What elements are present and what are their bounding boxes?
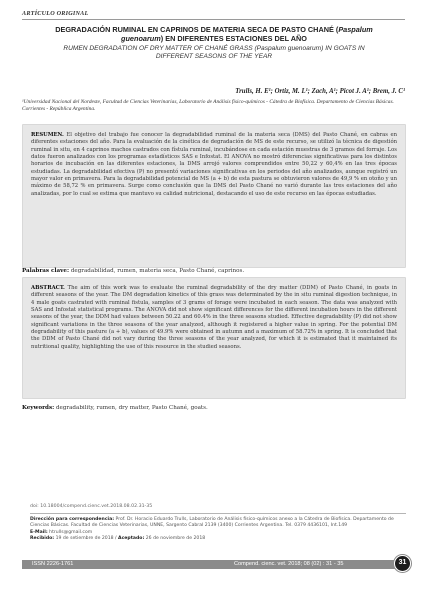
- authors: Trulls, H. E¹; Ortiz, M. L¹; Zach, A¹; Picot J. A¹; Brem, J. C¹: [235, 88, 405, 95]
- received-label: Recibido:: [30, 535, 55, 541]
- abstract-label: ABSTRACT.: [31, 285, 65, 291]
- abstract-box: [22, 277, 406, 399]
- doi-link[interactable]: doi: 10.18004/compend.cienc.vet.2018.08.02.31-35: [30, 504, 153, 509]
- resumen-label: RESUMEN.: [31, 132, 64, 138]
- section-label: ARTÍCULO ORIGINAL: [22, 10, 89, 17]
- keywords-label: Keywords:: [22, 405, 55, 411]
- palabras-clave-label: Palabras clave:: [22, 268, 70, 274]
- title-spanish-tail: ) EN DIFERENTES ESTACIONES DEL AÑO: [160, 34, 307, 43]
- title-spanish: [34, 25, 394, 43]
- page-number-badge: 31: [394, 555, 411, 572]
- footer-journal-citation: Compend. cienc. vet. 2018; 08 (02) : 31 - 35: [234, 561, 344, 567]
- footnote-rule: [30, 513, 406, 514]
- resumen-box: [22, 124, 406, 268]
- accepted-date: 26 de noviembre de 2018: [144, 535, 206, 541]
- title-spanish-species: Paspalum guenoarum: [121, 25, 373, 43]
- email-label: E-Mail:: [30, 529, 48, 535]
- correspondence-note: [30, 517, 406, 542]
- top-rule: [22, 19, 405, 20]
- palabras-clave: [22, 268, 406, 274]
- title-english-species: Paspalum guenoarum: [256, 45, 322, 52]
- correspondence-label: Dirección para correspondencia:: [30, 517, 115, 522]
- title-english: [52, 45, 376, 61]
- title-spanish-main: DEGRADACIÓN RUMINAL EN CAPRINOS DE MATERIA SECA DE PASTO CHANÉ (: [55, 25, 339, 34]
- affiliation: ¹Universidad Nacional del Nordeste, Facultad de Ciencias Veterinarias, Laboratorio de Análisis físico-químicos - Cátedra de Biofísica. Departamento de Ciencias Básicas. Corrientes - República Argentina.: [22, 99, 394, 113]
- title-english-main: RUMEN DEGRADATION OF DRY MATTER OF CHANÉ GRASS (: [63, 45, 257, 52]
- resumen-text: [31, 132, 397, 198]
- footer-issn: ISSN 2226-1761: [32, 561, 74, 567]
- received-date: 19 de setiembre de 2018 /: [54, 535, 119, 541]
- resumen-body: El objetivo del trabajo fue conocer la degradabilidad ruminal de la materia seca (DMS) del Pasto Chané, en cabras en diferentes estaciones del año. Para la evaluación de la cinética de degradación de MS de este recurso, se utilizó la técnica de digestión ruminal in situ, en 4 caprinos machos castrados con fístula ruminal, incubándose en cada estación muestras de 3 gramos del forraje. Los datos fueron analizados con los programas estadísticos SAS e Infostat. El ANOVA no mostró diferencias significativas para los distintos horarios de incubación en las diferentes estaciones, la DMS arrojó valores comprendidos entre 50,22 y 60,4% en las tres épocas estudiadas. La degradabilidad efectiva (P) no presentó variaciones significativas en los periodos del año analizados, aunque registró un mayor valor en primavera. Para la degradabilidad potencial de MS (a + b) de esta pastura se obtuvieron valores de 49,9 % en otoño y un máximo de 58,72 % en primavera. Surge como conclusión que la DMS del Pasto Chané no varió durante las tres estaciones del año analizadas, por lo cual se estima que mantuvo su calidad nutricional, destacando el uso de este recurso en las épocas estudiadas.: [31, 132, 397, 197]
- title-english-tail: ) IN GOATS IN DIFFERENT SEASONS OF THE YEAR: [155, 45, 365, 61]
- keywords: [22, 405, 406, 411]
- keywords-text: degradability, rumen, dry matter, Pasto Chané, goats.: [54, 405, 208, 411]
- email-address[interactable]: htrulls@gmail.com: [47, 529, 93, 535]
- footer-bar: [22, 560, 408, 569]
- abstract-text: [31, 285, 397, 351]
- abstract-body: The aim of this work was to evaluate the ruminal degradability of the dry matter (DDM) of Pasto Chané, in goats in different seasons of the year. The DM degradation kinetics of this grass was determinated by the in situ ruminal digestion technique, in 4 male goats castrated with ruminal fistula, samples of 3 grams of forage were incubated in each season. The data was analyzed with SAS and Infostat statistical programs. The ANOVA did not show significant differences for the different incubation hours in the different seasons of the year, the DDM had values between 50.22 and 60.4% in the three seasons studied. Effective degradability (P) did not show significant variations in the three seasons of the year analyzed, although it registered a higher value in spring. For the potential DM degradability of this pasture (a + b), values of 49.9% were obtained in autumn and a maximum of 58.72% in spring. It is concluded that the DDM of Pasto Chané did not vary during the three seasons of the year analyzed, for which it is estimated that it maintained its nutritional quality, highlighting the use of this resource in the studied seasons.: [31, 285, 397, 350]
- correspondence-text: Prof. Dr. Horacio Eduardo Trulls, Laboratorio de Análisis físico-químicos anexo a la Cátedra de Biofísica. Departamento de Ciencias Básicas. Facultad de Ciencias Veterinarias, UNNE, Sargento Cabral 2139 (3400) Corrientes Argentina. Tel. 0379 4436101, Int.149: [30, 517, 394, 529]
- accepted-label: Aceptado:: [118, 535, 145, 541]
- palabras-clave-text: degradabilidad, rumen, materia seca, Pasto Chané, caprinos.: [69, 268, 245, 274]
